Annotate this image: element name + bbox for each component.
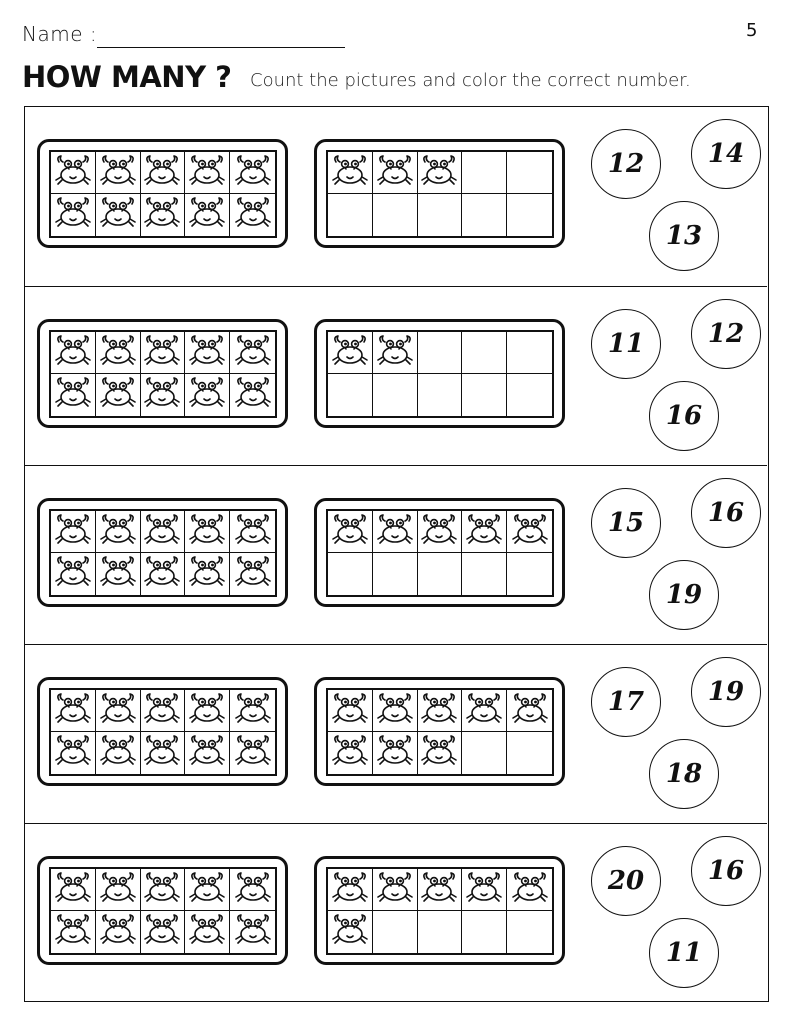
empty-cell (418, 374, 463, 416)
crab-icon (98, 870, 138, 910)
number-choice-circle[interactable]: 15 (591, 488, 661, 558)
filled-cell (373, 152, 418, 194)
filled-cell (96, 332, 141, 374)
crab-icon (375, 512, 415, 552)
crab-icon (233, 870, 273, 910)
filled-cell (230, 511, 275, 553)
filled-cell (507, 511, 552, 553)
ten-frame-left (37, 677, 288, 786)
crab-icon (330, 870, 370, 910)
ten-frame-grid (49, 150, 277, 238)
number-choice-circle[interactable]: 16 (649, 381, 719, 451)
crab-icon (53, 512, 93, 552)
filled-cell (185, 869, 230, 911)
crab-icon (419, 870, 459, 910)
number-choice-circle[interactable]: 17 (591, 667, 661, 737)
exercise-row (25, 644, 767, 824)
filled-cell (373, 511, 418, 553)
filled-cell (51, 332, 96, 374)
crab-icon (233, 512, 273, 552)
crab-icon (142, 333, 182, 373)
filled-cell (328, 869, 373, 911)
ten-frame-grid (326, 867, 554, 955)
empty-cell (462, 332, 507, 374)
empty-cell (418, 553, 463, 595)
filled-cell (51, 553, 96, 595)
filled-cell (51, 732, 96, 774)
filled-cell (373, 732, 418, 774)
filled-cell (328, 152, 373, 194)
filled-cell (185, 194, 230, 236)
ten-frame-right (314, 856, 565, 965)
crab-icon (233, 375, 273, 415)
filled-cell (141, 690, 186, 732)
number-choice-circle[interactable]: 19 (691, 657, 761, 727)
exercise-row (25, 465, 767, 645)
filled-cell (51, 374, 96, 416)
number-choice-circle[interactable]: 14 (691, 119, 761, 189)
crab-icon (375, 733, 415, 773)
number-choice-circle[interactable]: 12 (591, 129, 661, 199)
crab-icon (330, 333, 370, 373)
crab-icon (464, 691, 504, 731)
empty-cell (418, 911, 463, 953)
filled-cell (141, 374, 186, 416)
ten-frame-grid (326, 688, 554, 776)
crab-icon (142, 153, 182, 193)
empty-cell (462, 374, 507, 416)
exercise-sheet (24, 106, 769, 1002)
crab-icon (98, 912, 138, 952)
crab-icon (187, 912, 227, 952)
ten-frame-right (314, 498, 565, 607)
filled-cell (96, 869, 141, 911)
filled-cell (96, 553, 141, 595)
filled-cell (185, 553, 230, 595)
ten-frame-grid (49, 509, 277, 597)
crab-icon (187, 733, 227, 773)
crab-icon (53, 554, 93, 594)
crab-icon (187, 153, 227, 193)
empty-cell (462, 194, 507, 236)
filled-cell (462, 690, 507, 732)
ten-frame-grid (326, 509, 554, 597)
crab-icon (375, 153, 415, 193)
filled-cell (230, 194, 275, 236)
crab-icon (98, 153, 138, 193)
crab-icon (330, 153, 370, 193)
crab-icon (187, 375, 227, 415)
crab-icon (330, 691, 370, 731)
ten-frame-right (314, 139, 565, 248)
crab-icon (142, 375, 182, 415)
ten-frame-grid (49, 330, 277, 418)
crab-icon (98, 195, 138, 235)
crab-icon (233, 153, 273, 193)
empty-cell (507, 374, 552, 416)
filled-cell (185, 152, 230, 194)
filled-cell (230, 152, 275, 194)
crab-icon (187, 512, 227, 552)
crab-icon (233, 554, 273, 594)
filled-cell (51, 690, 96, 732)
filled-cell (51, 869, 96, 911)
worksheet-title: HOW MANY ? (22, 60, 232, 94)
filled-cell (507, 869, 552, 911)
filled-cell (141, 553, 186, 595)
empty-cell (462, 152, 507, 194)
filled-cell (230, 869, 275, 911)
crab-icon (330, 912, 370, 952)
ten-frame-grid (49, 688, 277, 776)
number-choice-circle[interactable]: 13 (649, 201, 719, 271)
number-choice-circle[interactable]: 16 (691, 836, 761, 906)
filled-cell (185, 690, 230, 732)
empty-cell (418, 332, 463, 374)
crab-icon (375, 870, 415, 910)
filled-cell (462, 511, 507, 553)
empty-cell (328, 194, 373, 236)
filled-cell (185, 732, 230, 774)
empty-cell (328, 374, 373, 416)
filled-cell (185, 374, 230, 416)
filled-cell (373, 332, 418, 374)
crab-icon (464, 870, 504, 910)
filled-cell (51, 511, 96, 553)
crab-icon (233, 733, 273, 773)
name-write-line[interactable] (97, 47, 345, 48)
ten-frame-left (37, 856, 288, 965)
filled-cell (328, 690, 373, 732)
ten-frame-grid (326, 330, 554, 418)
crab-icon (419, 733, 459, 773)
crab-icon (330, 733, 370, 773)
empty-cell (507, 332, 552, 374)
filled-cell (141, 911, 186, 953)
filled-cell (96, 732, 141, 774)
number-choice-circle[interactable]: 11 (591, 309, 661, 379)
filled-cell (230, 690, 275, 732)
filled-cell (230, 332, 275, 374)
crab-icon (98, 375, 138, 415)
name-label: Name : (22, 22, 98, 46)
filled-cell (462, 869, 507, 911)
ten-frame-grid (326, 150, 554, 238)
filled-cell (230, 374, 275, 416)
filled-cell (141, 511, 186, 553)
crab-icon (53, 691, 93, 731)
crab-icon (375, 333, 415, 373)
ten-frame-left (37, 319, 288, 428)
filled-cell (418, 511, 463, 553)
empty-cell (418, 194, 463, 236)
crab-icon (233, 195, 273, 235)
crab-icon (142, 870, 182, 910)
crab-icon (98, 512, 138, 552)
number-choice-circle[interactable]: 19 (649, 560, 719, 630)
filled-cell (418, 152, 463, 194)
crab-icon (187, 870, 227, 910)
page-number: 5 (746, 20, 758, 41)
number-choice-circle[interactable]: 18 (649, 739, 719, 809)
filled-cell (51, 911, 96, 953)
filled-cell (51, 194, 96, 236)
filled-cell (418, 869, 463, 911)
empty-cell (373, 553, 418, 595)
worksheet-header (0, 0, 794, 100)
crab-icon (419, 691, 459, 731)
empty-cell (507, 732, 552, 774)
ten-frame-right (314, 677, 565, 786)
ten-frame-left (37, 498, 288, 607)
empty-cell (507, 911, 552, 953)
exercise-row (25, 107, 767, 286)
crab-icon (98, 733, 138, 773)
empty-cell (462, 911, 507, 953)
instructions: Count the pictures and color the correct number. (250, 70, 691, 91)
crab-icon (187, 691, 227, 731)
filled-cell (141, 869, 186, 911)
filled-cell (96, 911, 141, 953)
crab-icon (510, 512, 550, 552)
crab-icon (233, 912, 273, 952)
crab-icon (53, 195, 93, 235)
filled-cell (185, 511, 230, 553)
filled-cell (328, 511, 373, 553)
ten-frame-right (314, 319, 565, 428)
ten-frame-grid (49, 867, 277, 955)
filled-cell (141, 194, 186, 236)
filled-cell (230, 553, 275, 595)
crab-icon (187, 195, 227, 235)
filled-cell (328, 332, 373, 374)
number-choice-circle[interactable]: 16 (691, 478, 761, 548)
empty-cell (328, 553, 373, 595)
crab-icon (53, 333, 93, 373)
filled-cell (185, 911, 230, 953)
crab-icon (53, 870, 93, 910)
crab-icon (419, 153, 459, 193)
crab-icon (187, 333, 227, 373)
filled-cell (96, 194, 141, 236)
empty-cell (373, 194, 418, 236)
crab-icon (510, 691, 550, 731)
filled-cell (507, 690, 552, 732)
filled-cell (141, 152, 186, 194)
filled-cell (96, 690, 141, 732)
ten-frame-left (37, 139, 288, 248)
crab-icon (98, 691, 138, 731)
filled-cell (96, 511, 141, 553)
filled-cell (51, 152, 96, 194)
crab-icon (330, 512, 370, 552)
filled-cell (230, 732, 275, 774)
filled-cell (373, 690, 418, 732)
crab-icon (510, 870, 550, 910)
number-choice-circle[interactable]: 20 (591, 846, 661, 916)
crab-icon (419, 512, 459, 552)
crab-icon (53, 375, 93, 415)
empty-cell (507, 553, 552, 595)
number-choice-circle[interactable]: 11 (649, 918, 719, 988)
filled-cell (141, 332, 186, 374)
crab-icon (142, 554, 182, 594)
empty-cell (373, 911, 418, 953)
crab-icon (464, 512, 504, 552)
exercise-row (25, 286, 767, 466)
crab-icon (142, 195, 182, 235)
crab-icon (53, 733, 93, 773)
filled-cell (418, 690, 463, 732)
empty-cell (462, 732, 507, 774)
crab-icon (98, 554, 138, 594)
filled-cell (96, 152, 141, 194)
crab-icon (142, 512, 182, 552)
crab-icon (98, 333, 138, 373)
crab-icon (53, 912, 93, 952)
filled-cell (373, 869, 418, 911)
exercise-row (25, 823, 767, 1003)
empty-cell (462, 553, 507, 595)
crab-icon (53, 153, 93, 193)
crab-icon (233, 333, 273, 373)
filled-cell (328, 732, 373, 774)
crab-icon (187, 554, 227, 594)
filled-cell (96, 374, 141, 416)
number-choice-circle[interactable]: 12 (691, 299, 761, 369)
crab-icon (142, 912, 182, 952)
crab-icon (375, 691, 415, 731)
filled-cell (185, 332, 230, 374)
crab-icon (142, 733, 182, 773)
filled-cell (141, 732, 186, 774)
filled-cell (328, 911, 373, 953)
filled-cell (230, 911, 275, 953)
crab-icon (233, 691, 273, 731)
empty-cell (507, 194, 552, 236)
empty-cell (373, 374, 418, 416)
empty-cell (507, 152, 552, 194)
filled-cell (418, 732, 463, 774)
crab-icon (142, 691, 182, 731)
